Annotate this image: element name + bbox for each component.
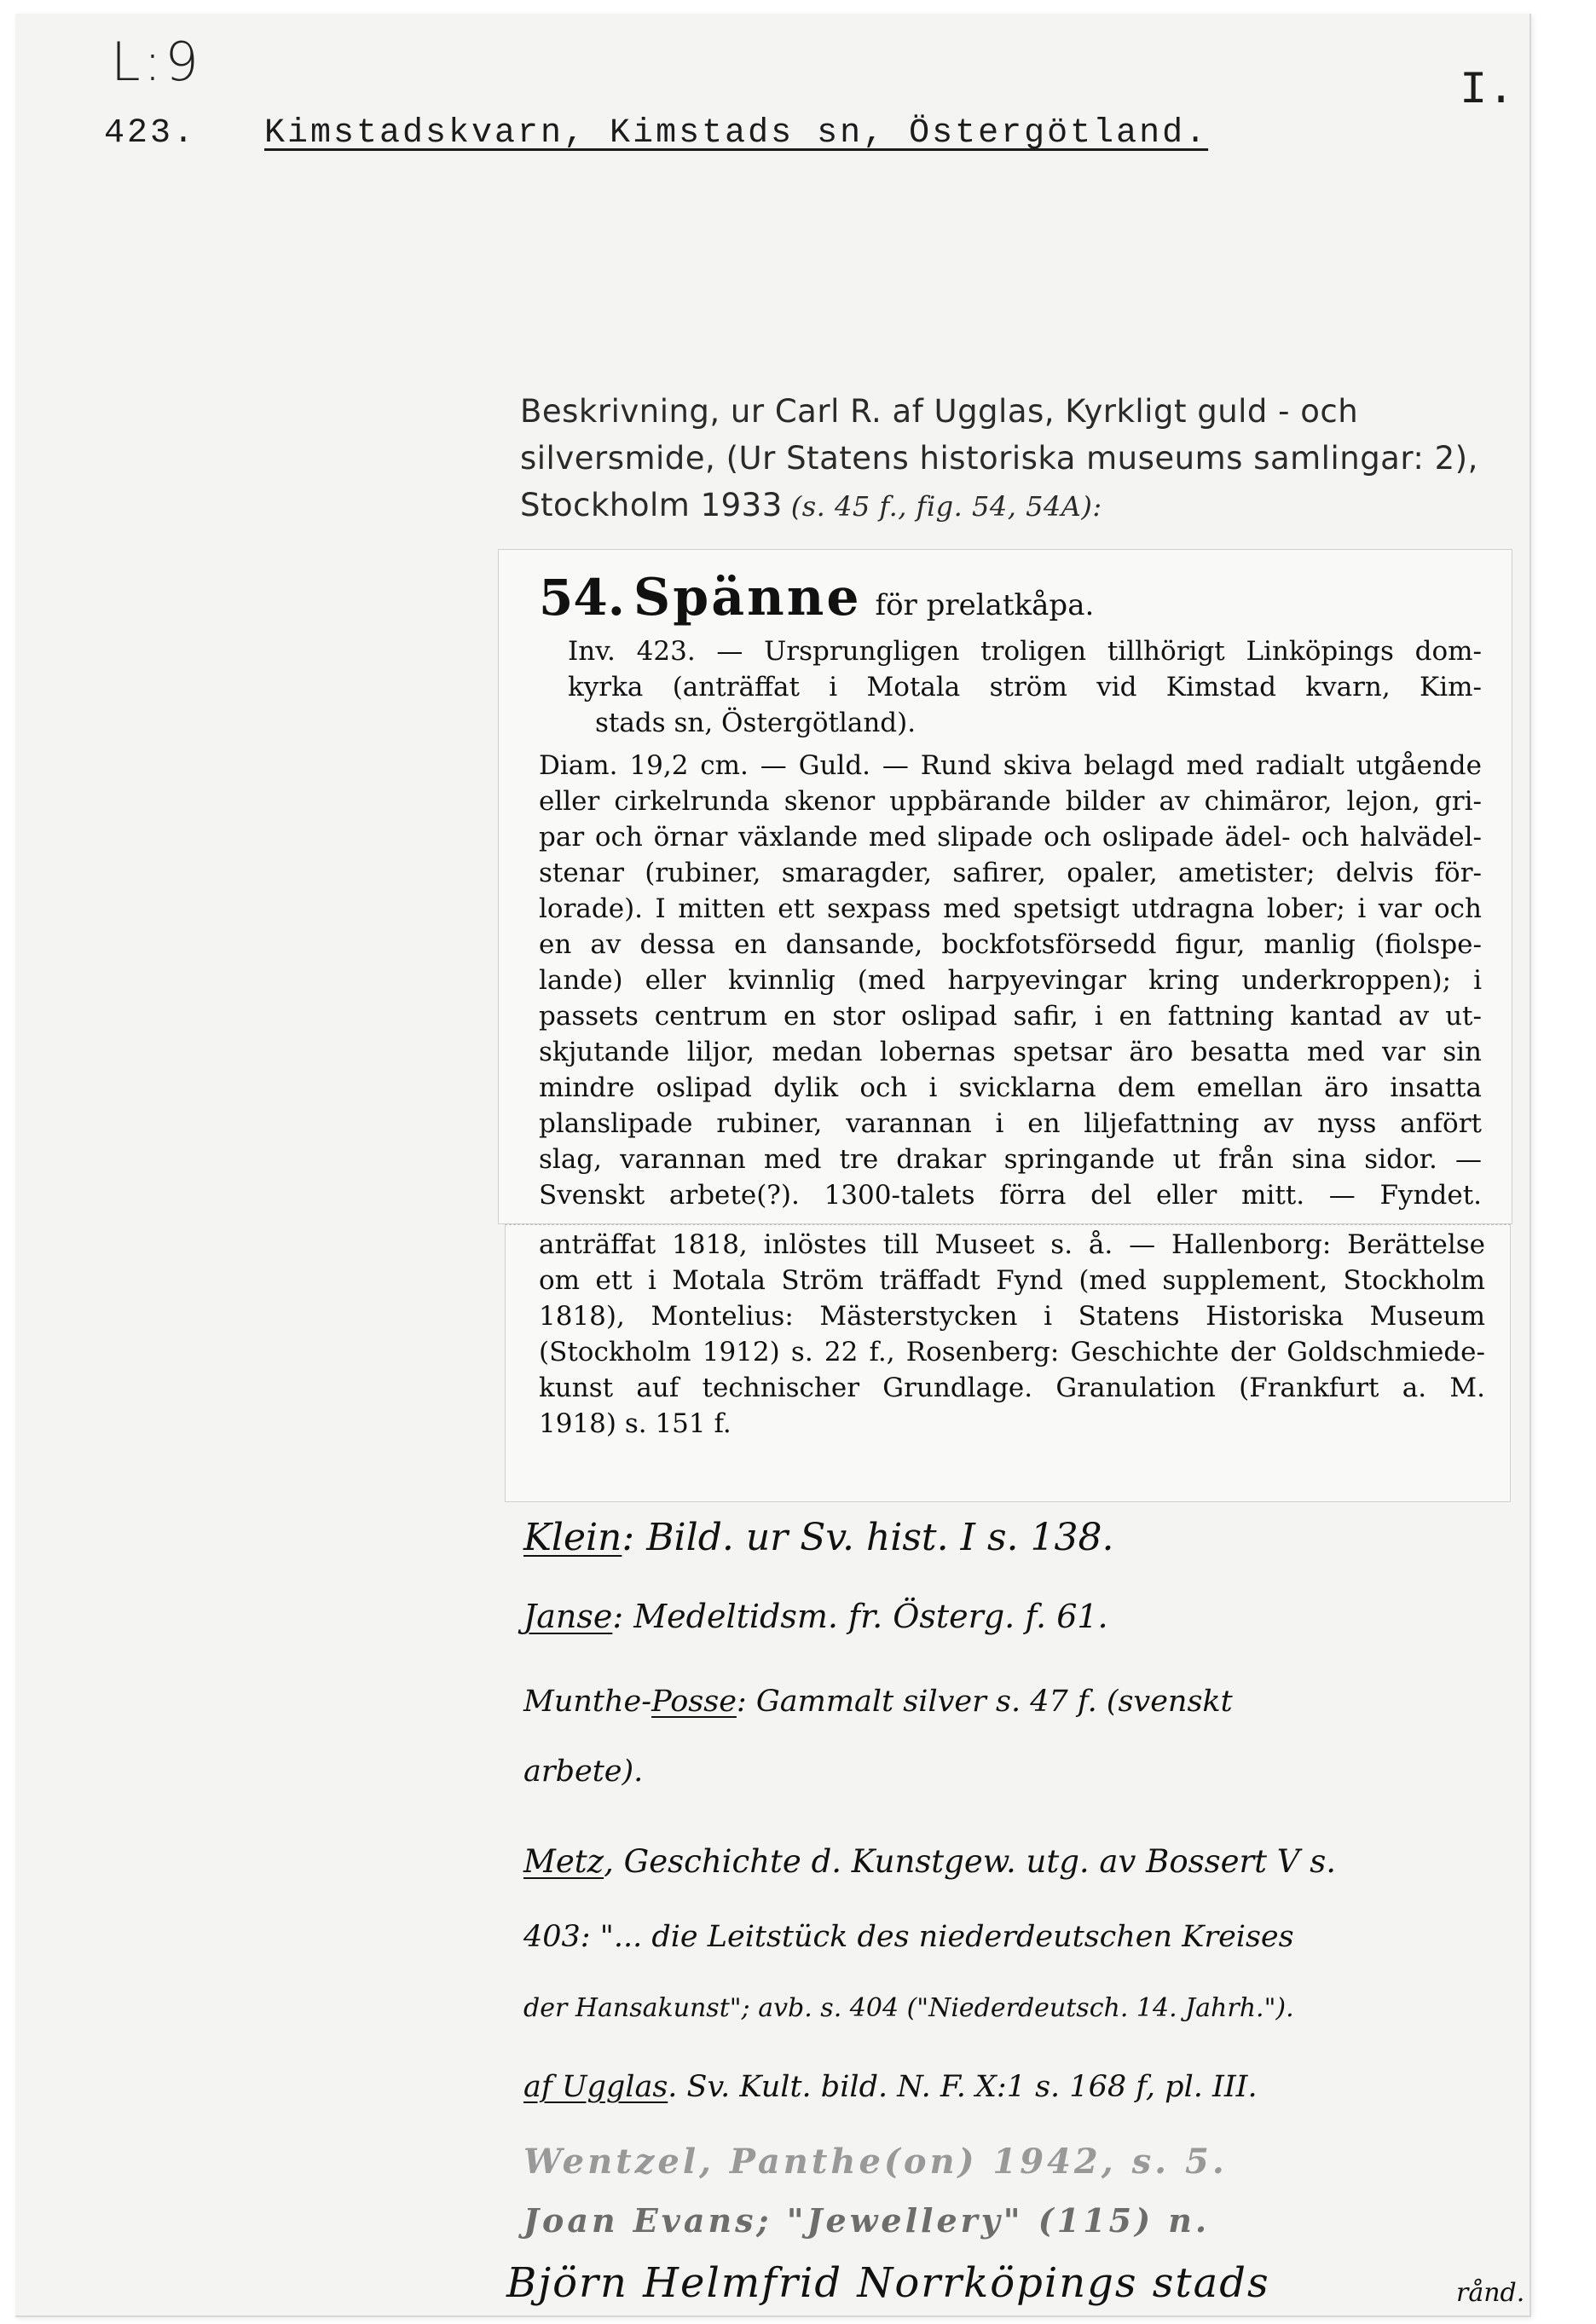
entry-line: par och örnar växlande med slipade och oslipade ädel- och halvädel- [539,822,1482,853]
record-title: Kimstadskvarn, Kimstads sn, Östergötland. [264,114,1209,153]
note-author: Munthe- [523,1685,652,1719]
entry-subtitle: för prelatkåpa. [875,588,1095,622]
note-author: Janse [523,1598,613,1635]
entry-line: lande) eller kvinnlig (med harpyevingar kring underkroppen); i [539,965,1482,996]
entry-line: Inv. 423. — Ursprungligen troligen tillhörigt Linköpings dom- [568,636,1482,667]
shelf-mark: L:9 [111,31,202,93]
entry-line: lorade). I mitten ett sexpass med spetsigt utdragna lober; i var och [539,893,1482,924]
source-page-reference: (s. 45 f., fig. 54, 54A): [790,490,1102,523]
note-author: Klein [523,1516,622,1559]
entry-line: eller cirkelrunda skenor uppbärande bilder av chimäror, lejon, gri- [539,786,1482,817]
entry-line: en av dessa en dansande, bockfotsförsedd figur, manlig (fiolspe- [539,929,1482,960]
note-ugglas [523,2070,1258,2104]
entry-line: planslipade rubiner, varannan i en liljefattning av nyss anfört [539,1108,1482,1139]
entry-number: 54. [539,569,625,627]
note-evans: Joan Evans; "Jewellery" (115) n. [523,2201,1211,2240]
entry-heading [539,568,1094,627]
entry-line: skjutande liljor, medan lobernas spetsar äro besatta med var sin [539,1037,1482,1067]
entry-name: Spänne [633,568,862,627]
archive-sheet [15,14,1531,2317]
note-helmfrid-aside: rånd. [1456,2278,1525,2308]
note-reference: : Medeltidsm. fr. Österg. f. 61. [612,1598,1108,1635]
note-munthe-posse-cont: arbete). [523,1755,644,1789]
note-reference: : Bild. ur Sv. hist. I s. 138. [622,1516,1114,1559]
entry-line: (Stockholm 1912) s. 22 f., Rosenberg: Geschichte der Goldschmiede- [539,1337,1485,1367]
entry-line: om ett i Motala Ström träffadt Fynd (med supplement, Stockholm [539,1265,1485,1296]
entry-line: 1818), Montelius: Mästerstycken i Statens Historiska Museum [539,1301,1485,1332]
entry-line: anträffat 1818, inlöstes till Museet s. å. — Hallenborg: Berättelse [539,1229,1485,1260]
note-helmfrid: Björn Helmfrid Norrköpings stads [506,2259,1270,2307]
note-author: Metz [523,1843,604,1880]
note-klein [523,1516,1113,1559]
note-munthe-posse [523,1685,1233,1719]
note-reference: : Gammalt silver s. 47 f. (svenskt [736,1685,1233,1719]
entry-line: Diam. 19,2 cm. — Guld. — Rund skiva belagd med radialt utgående [539,750,1482,781]
source-description-line-1: Beskrivning, ur Carl R. af Ugglas, Kyrkligt guld - och [520,393,1359,430]
note-metz-cont-2: der Hansakunst"; avb. s. 404 ("Niederdeutsch. 14. Jahrh."). [523,1993,1294,2023]
sheet-number: I. [1460,65,1515,117]
note-reference: . Sv. Kult. bild. N. F. X:1 s. 168 f, pl. III. [668,2070,1258,2104]
entry-line: Svenskt arbete(?). 1300-talets förra del eller mitt. — Fyndet. [539,1180,1482,1211]
entry-line: slag, varannan med tre drakar springande ut från sina sidor. — [539,1144,1482,1175]
source-place-year: Stockholm 1933 [520,487,783,523]
entry-line: 1918) s. 151 f. [539,1408,732,1439]
entry-line: mindre oslipad dylik och i svicklarna dem emellan äro insatta [539,1072,1482,1103]
note-metz [523,1843,1336,1880]
note-metz-cont-1: 403: "... die Leitstück des niederdeutschen Kreises [523,1920,1294,1954]
entry-line: passets centrum en stor oslipad safir, i en fattning kantad av ut- [539,1001,1482,1032]
source-description-line-3 [520,487,1102,523]
note-author: Posse [651,1685,737,1719]
source-description-line-2: silversmide, (Ur Statens historiska museums samlingar: 2), [520,440,1478,477]
record-number: 423. [104,114,197,153]
entry-line: kyrka (anträffat i Motala ström vid Kimstad kvarn, Kim- [568,672,1482,702]
entry-line: stenar (rubiner, smaragder, safirer, opaler, ametister; delvis för- [539,858,1482,888]
entry-line: stads sn, Östergötland). [595,708,917,738]
note-author: af Ugglas [523,2070,668,2104]
note-reference: , Geschichte d. Kunstgew. utg. av Bossert V s. [604,1843,1337,1880]
note-wentzel: Wentzel, Panthe(on) 1942, s. 5. [523,2142,1228,2182]
entry-line: kunst auf technischer Grundlage. Granulation (Frankfurt a. M. [539,1373,1485,1403]
note-janse [523,1598,1108,1635]
